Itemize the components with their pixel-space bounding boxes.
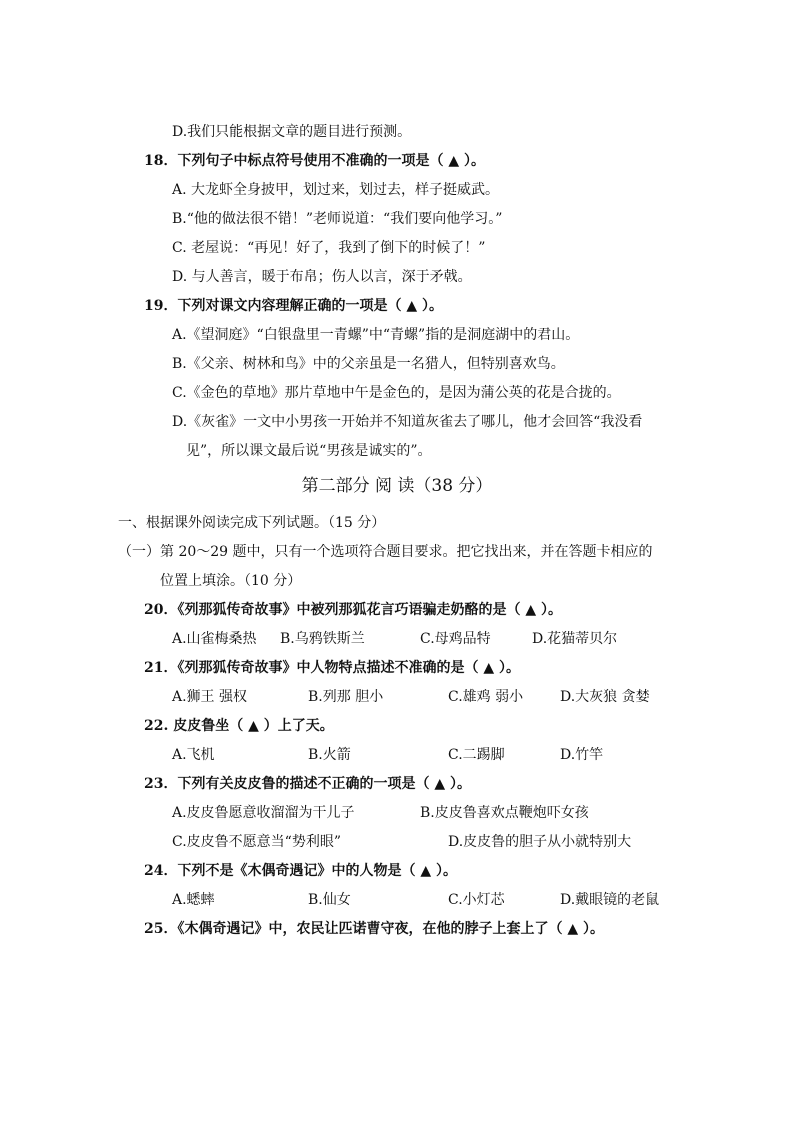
q19-stem: 19．下列对课文内容理解正确的一项是（ ▲ ）。 — [144, 298, 443, 314]
q22-option-c: C.二踢脚 — [448, 747, 505, 763]
q20-option-b: B.乌鸦铁斯兰 — [280, 631, 365, 647]
q20-option-a: A.山雀梅桑热 — [172, 631, 257, 647]
q18-option-d: D. 与人善言，暖于布帛；伤人以言，深于矛戟。 — [172, 269, 472, 285]
q22-option-a: A.飞机 — [172, 747, 215, 763]
q23-stem: 23．下列有关皮皮鲁的描述不正确的一项是（ ▲ ）。 — [144, 776, 471, 792]
q23-option-a: A.皮皮鲁愿意收溜溜为干儿子 — [172, 805, 355, 821]
q19-option-b: B.《父亲、树林和鸟》中的父亲虽是一名猎人，但特别喜欢鸟。 — [172, 356, 565, 372]
q24-option-b: B.仙女 — [308, 892, 351, 908]
q24-option-c: C.小灯芯 — [448, 892, 505, 908]
q23-option-b: B.皮皮鲁喜欢点鞭炮吓女孩 — [420, 805, 589, 821]
q18-stem: 18．下列句子中标点符号使用不准确的一项是（ ▲ ）。 — [144, 153, 485, 169]
q17-option-d: D.我们只能根据文章的题目进行预测。 — [172, 124, 412, 140]
q23-option-d: D.皮皮鲁的胆子从小就特别大 — [448, 834, 632, 850]
q21-option-c: C.雄鸡 弱小 — [448, 689, 524, 705]
q19-option-c: C.《金色的草地》那片草地中午是金色的，是因为蒲公英的花是合拢的。 — [172, 385, 621, 401]
q19-option-d-continued: 见”，所以课文最后说“男孩是诚实的”。 — [186, 443, 432, 459]
q24-option-d: D.戴眼镜的老鼠 — [560, 892, 660, 908]
q18-option-c: C. 老屋说：“再见！好了，我到了倒下的时候了！” — [172, 240, 486, 256]
q24-stem: 24．下列不是《木偶奇遇记》中的人物是（ ▲ ）。 — [144, 863, 457, 879]
part-two-title: 第二部分 阅 读（38 分） — [301, 476, 493, 496]
q19-option-a: A.《望洞庭》“白银盘里一青螺”中“青螺”指的是洞庭湖中的君山。 — [172, 327, 580, 343]
q21-stem: 21．《列那狐传奇故事》中人物特点描述不准确的是（ ▲ ）。 — [144, 660, 520, 676]
q25-stem: 25．《木偶奇遇记》中，农民让匹诺曹守夜，在他的脖子上套上了（ ▲ ）。 — [144, 921, 604, 937]
q20-option-d: D.花猫蒂贝尔 — [532, 631, 618, 647]
q19-option-d: D.《灰雀》一文中小男孩一开始并不知道灰雀去了哪儿，他才会回答“我没看 — [172, 414, 643, 430]
q20-stem: 20．《列那狐传奇故事》中被列那狐花言巧语骗走奶酪的是（ ▲ ）。 — [144, 602, 562, 618]
subsection-one-instructions-continued: 位置上填涂。（10 分） — [160, 573, 302, 589]
q21-option-b: B.列那 胆小 — [308, 689, 384, 705]
q18-option-a: A. 大龙虾全身披甲，划过来，划过去，样子挺威武。 — [172, 182, 500, 198]
subsection-one-instructions: （一）第 20～29 题中，只有一个选项符合题目要求。把它找出来，并在答题卡相应的 — [118, 544, 653, 560]
q22-option-b: B.火箭 — [308, 747, 351, 763]
section-one-heading: 一、根据课外阅读完成下列试题。（15 分） — [118, 515, 386, 531]
q22-stem: 22. 皮皮鲁坐（ ▲ ）上了天。 — [144, 718, 334, 734]
q24-option-a: A.蟋蟀 — [172, 892, 215, 908]
q20-option-c: C.母鸡品特 — [420, 631, 491, 647]
q22-option-d: D.竹竿 — [560, 747, 604, 763]
q21-option-d: D.大灰狼 贪婪 — [560, 689, 650, 705]
q23-option-c: C.皮皮鲁不愿意当“势利眼” — [172, 834, 341, 850]
q18-option-b: B.“他的做法很不错！”老师说道：“我们要向他学习。” — [172, 211, 503, 227]
q21-option-a: A.狮王 强权 — [172, 689, 248, 705]
